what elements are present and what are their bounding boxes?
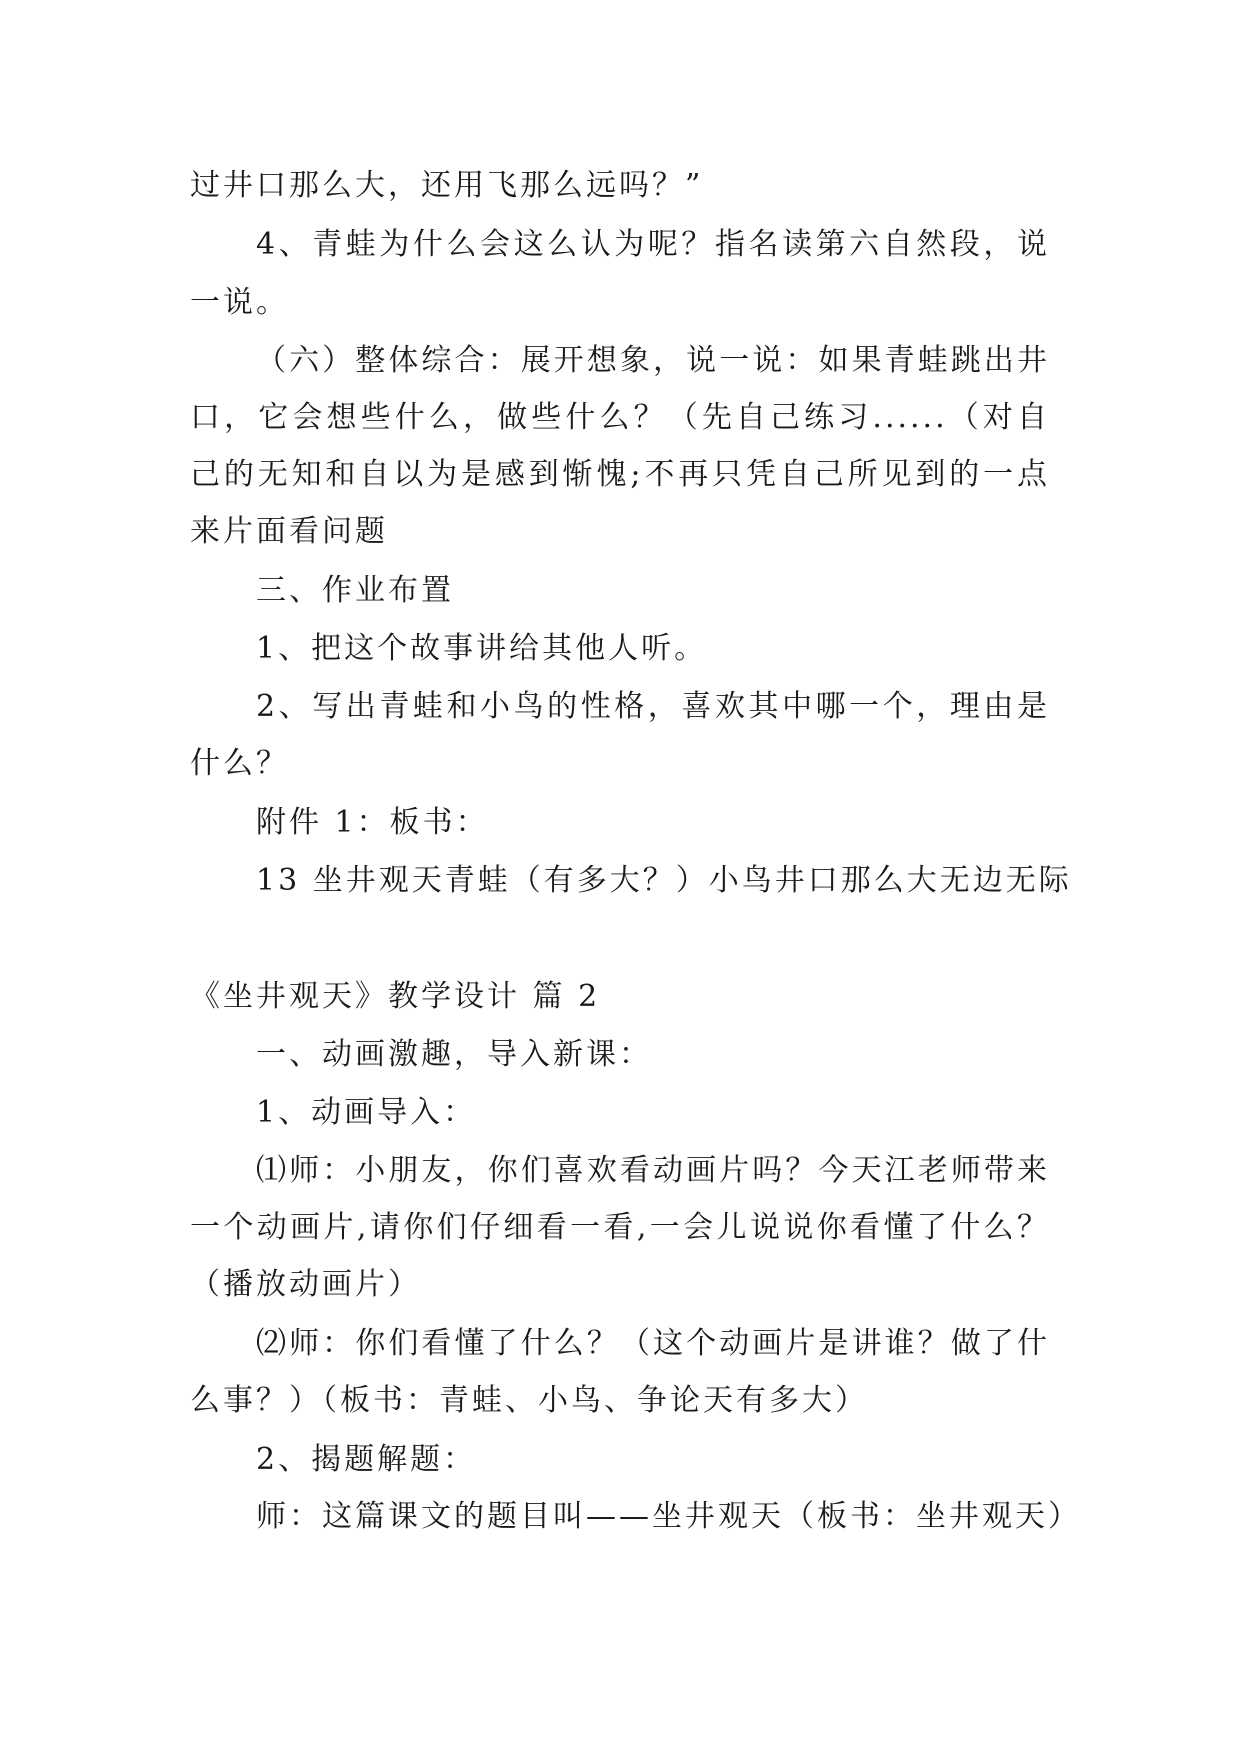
text-line: 2、揭题解题： (256, 1442, 477, 1477)
text-line: 附件 1：板书： (256, 805, 489, 840)
text-line: 师：这篇课文的题目叫——坐井观天（板书：坐井观天） (256, 1499, 1081, 1534)
text-line: 一个动画片,请你们仔细看一看,一会儿说说你看懂了什么？ (190, 1210, 1050, 1245)
text-line: 1、把这个故事讲给其他人听。 (256, 631, 708, 666)
text-line: 4、青蛙为什么会这么认为呢？指名读第六自然段，说 (256, 227, 1050, 262)
section-heading: 一、动画激趣，导入新课： (256, 1037, 652, 1072)
text-line: 2、写出青蛙和小鸟的性格，喜欢其中哪一个，理由是 (256, 689, 1050, 724)
text-line: 来片面看问题 (190, 514, 388, 549)
text-line: 过井口那么大，还用飞那么远吗？” (190, 168, 704, 203)
text-line: 己的无知和自以为是感到惭愧;不再只凭自己所见到的一点 (190, 457, 1050, 492)
text-line: 一说。 (190, 285, 289, 320)
text-line: 口，它会想些什么，做些什么？（先自己练习......（对自 (190, 400, 1050, 435)
text-line: ⑵师：你们看懂了什么？（这个动画片是讲谁？做了什 (256, 1326, 1050, 1361)
text-line: ⑴师：小朋友，你们喜欢看动画片吗？今天江老师带来 (256, 1153, 1050, 1188)
document-title: 《坐井观天》教学设计 篇 2 (190, 979, 601, 1014)
text-line: 什么？ (190, 746, 289, 781)
text-line: 么事？）（板书：青蛙、小鸟、争论天有多大） (190, 1383, 868, 1418)
text-line: （播放动画片） (190, 1267, 421, 1302)
section-heading: 三、作业布置 (256, 573, 454, 608)
text-line: 1、动画导入： (256, 1095, 477, 1130)
text-line: （六）整体综合：展开想象，说一说：如果青蛙跳出井 (256, 343, 1050, 378)
text-line: 13 坐井观天青蛙（有多大？）小鸟井口那么大无边无际 (256, 863, 1072, 898)
